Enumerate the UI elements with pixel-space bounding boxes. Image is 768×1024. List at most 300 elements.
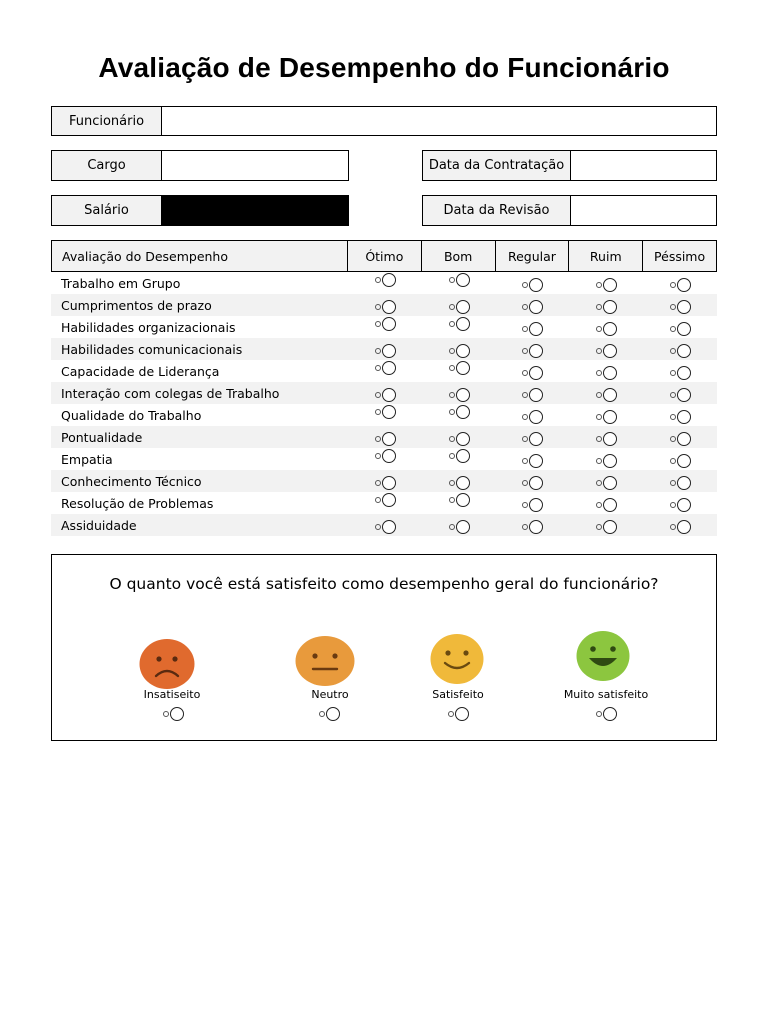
rating-radio-bom[interactable] [449,317,470,331]
radio-ring-icon [529,476,543,490]
radio-dot-icon [522,502,528,508]
rating-radio-otimo[interactable] [375,300,396,314]
rating-cell-bom [423,272,497,294]
rating-radio-pessimo[interactable] [670,454,691,468]
rating-radio-bom[interactable] [449,388,470,402]
radio-ring-icon [529,498,543,512]
sad-face-icon [139,638,195,690]
radio-ring-icon [677,432,691,446]
radio-dot-icon [449,392,455,398]
radio-dot-icon [375,436,381,442]
criterion-label: Pontualidade [61,429,143,445]
radio-ring-icon [529,366,543,380]
radio-dot-icon [449,480,455,486]
radio-dot-icon [596,370,602,376]
rating-cell-regular [496,382,570,404]
radio-dot-icon [522,348,528,354]
rating-cell-bom [423,294,497,316]
rating-cell-pessimo [643,426,717,448]
rating-cell-bom [423,448,497,470]
rating-radio-bom[interactable] [449,405,470,419]
rating-radio-ruim[interactable] [596,432,617,446]
radio-dot-icon [522,414,528,420]
radio-dot-icon [670,502,676,508]
criterion-label: Assiduidade [61,517,137,533]
rating-cell-otimo [349,448,423,470]
salary-input-redacted[interactable] [162,196,348,225]
radio-dot-icon [522,436,528,442]
rating-cell-pessimo [643,448,717,470]
satisfaction-label-insatisfeito: Insatiseito [143,688,201,701]
radio-dot-icon [522,392,528,398]
radio-ring-icon [456,493,470,507]
radio-dot-icon [522,458,528,464]
criterion-label: Trabalho em Grupo [61,275,181,291]
hire-date-label: Data da Contratação [423,151,571,180]
radio-dot-icon [670,392,676,398]
radio-ring-icon [677,454,691,468]
criterion-label: Habilidades comunicacionais [61,341,243,357]
rating-cell-pessimo [643,492,717,514]
rating-radio-pessimo[interactable] [670,432,691,446]
rating-radio-bom[interactable] [449,476,470,490]
radio-ring-icon [456,388,470,402]
rating-radio-ruim[interactable] [596,300,617,314]
radio-dot-icon [596,326,602,332]
criterion-label: Interação com colegas de Trabalho [61,385,280,401]
satisfaction-radio-insatisfeito[interactable] [163,707,184,721]
radio-ring-icon [603,454,617,468]
radio-ring-icon [529,300,543,314]
rating-cell-pessimo [643,338,717,360]
radio-dot-icon [375,321,381,327]
rating-radio-otimo[interactable] [375,493,396,507]
big-smile-face-icon [576,630,630,682]
radio-ring-icon [677,498,691,512]
radio-ring-icon [603,322,617,336]
rating-cell-otimo [349,382,423,404]
satisfaction-radio-muito-satisfeito[interactable] [596,707,617,721]
position-label: Cargo [52,151,162,180]
rating-cell-regular [496,492,570,514]
rating-radio-otimo[interactable] [375,344,396,358]
radio-ring-icon [382,361,396,375]
rating-cell-otimo [349,360,423,382]
rating-radio-bom[interactable] [449,493,470,507]
rating-radio-ruim[interactable] [596,278,617,292]
radio-ring-icon [677,344,691,358]
satisfaction-radio-satisfeito[interactable] [448,707,469,721]
radio-dot-icon [449,348,455,354]
radio-ring-icon [529,520,543,534]
rating-radio-bom[interactable] [449,432,470,446]
rating-cell-bom [423,338,497,360]
rating-cell-ruim [570,470,644,492]
rating-radio-ruim[interactable] [596,344,617,358]
radio-ring-icon [456,449,470,463]
radio-ring-icon [382,344,396,358]
rating-cell-otimo [349,338,423,360]
criterion-label: Empatia [61,451,113,467]
table-row [51,514,717,536]
rating-radio-regular[interactable] [522,520,543,534]
rating-radio-otimo[interactable] [375,520,396,534]
rating-radio-pessimo[interactable] [670,476,691,490]
rating-cell-otimo [349,426,423,448]
rating-radio-otimo[interactable] [375,449,396,463]
satisfaction-section [51,554,717,741]
radio-dot-icon [596,304,602,310]
rating-header-ruim: Ruim [568,241,642,271]
radio-dot-icon [670,282,676,288]
radio-dot-icon [596,458,602,464]
rating-radio-pessimo[interactable] [670,410,691,424]
rating-radio-regular[interactable] [522,432,543,446]
rating-header-regular: Regular [495,241,569,271]
radio-ring-icon [603,278,617,292]
radio-dot-icon [449,497,455,503]
radio-ring-icon [529,454,543,468]
rating-radio-pessimo[interactable] [670,322,691,336]
radio-dot-icon [375,348,381,354]
radio-ring-icon [382,405,396,419]
radio-dot-icon [449,321,455,327]
radio-ring-icon [382,476,396,490]
radio-dot-icon [375,365,381,371]
radio-ring-icon [603,300,617,314]
rating-radio-ruim[interactable] [596,322,617,336]
criterion-label: Habilidades organizacionais [61,319,236,335]
salary-label: Salário [52,196,162,225]
rating-radio-ruim[interactable] [596,520,617,534]
rating-cell-bom [423,316,497,338]
radio-ring-icon [456,520,470,534]
rating-cell-otimo [349,272,423,294]
radio-ring-icon [529,432,543,446]
rating-cell-ruim [570,272,644,294]
radio-dot-icon [670,348,676,354]
rating-radio-pessimo[interactable] [670,366,691,380]
radio-dot-icon [670,326,676,332]
radio-dot-icon [670,370,676,376]
employee-input[interactable] [162,107,716,135]
radio-ring-icon [456,476,470,490]
radio-dot-icon [375,304,381,310]
rating-cell-ruim [570,404,644,426]
rating-cell-pessimo [643,514,717,536]
radio-ring-icon [677,322,691,336]
radio-dot-icon [596,348,602,354]
rating-radio-otimo[interactable] [375,388,396,402]
rating-cell-pessimo [643,360,717,382]
table-row [51,294,717,316]
rating-radio-ruim[interactable] [596,454,617,468]
rating-radio-ruim[interactable] [596,498,617,512]
radio-ring-icon [603,476,617,490]
salary-field-row [51,195,349,226]
radio-ring-icon [677,520,691,534]
rating-cell-ruim [570,426,644,448]
evaluation-table [51,240,717,536]
satisfaction-question: O quanto você está satisfeito como desempenho geral do funcionário? [109,575,659,593]
radio-ring-icon [603,344,617,358]
radio-ring-icon [603,498,617,512]
employee-label: Funcionário [52,107,162,135]
rating-cell-pessimo [643,294,717,316]
radio-ring-icon [677,476,691,490]
table-row [51,272,717,294]
radio-ring-icon [677,300,691,314]
radio-ring-icon [382,449,396,463]
radio-ring-icon [382,317,396,331]
radio-dot-icon [449,436,455,442]
radio-dot-icon [375,409,381,415]
criterion-label: Qualidade do Trabalho [61,407,202,423]
rating-radio-pessimo[interactable] [670,278,691,292]
table-row [51,470,717,492]
radio-dot-icon [522,304,528,310]
rating-radio-otimo[interactable] [375,405,396,419]
table-row [51,426,717,448]
radio-dot-icon [670,304,676,310]
radio-dot-icon [375,453,381,459]
rating-cell-bom [423,404,497,426]
rating-cell-otimo [349,470,423,492]
satisfaction-label-neutro: Neutro [311,688,349,701]
radio-dot-icon [449,524,455,530]
satisfaction-label-muito-satisfeito: Muito satisfeito [563,688,649,701]
rating-radio-otimo[interactable] [375,361,396,375]
rating-radio-regular[interactable] [522,322,543,336]
radio-ring-icon [456,432,470,446]
rating-cell-pessimo [643,382,717,404]
criterion-label: Capacidade de Liderança [61,363,220,379]
rating-cell-otimo [349,404,423,426]
satisfaction-label-satisfeito: Satisfeito [432,688,484,701]
satisfaction-radio-neutro[interactable] [319,707,340,721]
rating-cell-ruim [570,492,644,514]
rating-radio-ruim[interactable] [596,476,617,490]
rating-header-otimo: Ótimo [347,241,421,271]
rating-radio-pessimo[interactable] [670,300,691,314]
rating-radio-regular[interactable] [522,388,543,402]
rating-radio-pessimo[interactable] [670,498,691,512]
rating-radio-regular[interactable] [522,366,543,380]
radio-dot-icon [596,392,602,398]
rating-cell-regular [496,338,570,360]
rating-header-bom: Bom [421,241,495,271]
radio-ring-icon [677,278,691,292]
rating-radio-otimo[interactable] [375,476,396,490]
page-title: Avaliação de Desempenho do Funcionário [98,52,670,83]
rating-cell-regular [496,470,570,492]
rating-cell-pessimo [643,272,717,294]
table-row [51,492,717,514]
rating-radio-pessimo[interactable] [670,520,691,534]
rating-radio-regular[interactable] [522,454,543,468]
rating-radio-bom[interactable] [449,449,470,463]
rating-cell-regular [496,404,570,426]
criterion-label: Conhecimento Técnico [61,473,202,489]
radio-dot-icon [670,414,676,420]
rating-radio-bom[interactable] [449,273,470,287]
rating-cell-regular [496,272,570,294]
radio-ring-icon [529,344,543,358]
table-row [51,360,717,382]
rating-cell-ruim [570,360,644,382]
table-row [51,338,717,360]
radio-dot-icon [596,480,602,486]
radio-ring-icon [382,273,396,287]
radio-dot-icon [670,480,676,486]
radio-ring-icon [529,410,543,424]
rating-cell-pessimo [643,316,717,338]
radio-ring-icon [529,278,543,292]
radio-dot-icon [375,277,381,283]
radio-dot-icon [449,453,455,459]
rating-cell-bom [423,360,497,382]
radio-ring-icon [529,388,543,402]
rating-cell-pessimo [643,404,717,426]
radio-dot-icon [670,436,676,442]
rating-cell-ruim [570,294,644,316]
rating-radio-regular[interactable] [522,410,543,424]
radio-dot-icon [670,524,676,530]
radio-dot-icon [522,370,528,376]
neutral-face-icon [295,635,355,687]
radio-dot-icon [522,524,528,530]
radio-ring-icon [603,432,617,446]
table-row [51,448,717,470]
rating-radio-bom[interactable] [449,520,470,534]
rating-radio-ruim[interactable] [596,410,617,424]
rating-cell-bom [423,382,497,404]
radio-dot-icon [596,502,602,508]
radio-ring-icon [603,520,617,534]
review-date-field-row [422,195,717,226]
rating-cell-bom [423,470,497,492]
position-field-row [51,150,349,181]
rating-radio-regular[interactable] [522,476,543,490]
smile-face-icon [430,633,484,685]
evaluation-table-header [51,240,717,272]
radio-dot-icon [596,414,602,420]
rating-cell-ruim [570,514,644,536]
rating-radio-pessimo[interactable] [670,344,691,358]
rating-radio-pessimo[interactable] [670,388,691,402]
evaluation-header-label: Avaliação do Desempenho [62,248,229,264]
rating-cell-regular [496,448,570,470]
radio-ring-icon [603,388,617,402]
rating-radio-regular[interactable] [522,498,543,512]
rating-cell-bom [423,514,497,536]
review-date-label: Data da Revisão [423,196,571,225]
employee-field-row [51,106,717,136]
radio-dot-icon [670,458,676,464]
position-input[interactable] [162,151,348,180]
table-row [51,404,717,426]
rating-radio-otimo[interactable] [375,317,396,331]
radio-dot-icon [596,436,602,442]
rating-header-pessimo: Péssimo [642,241,716,271]
radio-dot-icon [449,365,455,371]
rating-cell-ruim [570,448,644,470]
radio-dot-icon [522,480,528,486]
radio-dot-icon [596,282,602,288]
rating-cell-ruim [570,382,644,404]
radio-ring-icon [677,366,691,380]
radio-dot-icon [449,409,455,415]
rating-cell-otimo [349,294,423,316]
rating-cell-otimo [349,514,423,536]
radio-ring-icon [382,493,396,507]
radio-ring-icon [456,361,470,375]
rating-radio-bom[interactable] [449,344,470,358]
rating-cell-pessimo [643,470,717,492]
rating-cell-regular [496,514,570,536]
rating-cell-ruim [570,316,644,338]
table-row [51,316,717,338]
criterion-label: Cumprimentos de prazo [61,297,212,313]
rating-radio-regular[interactable] [522,300,543,314]
rating-cell-regular [496,294,570,316]
rating-radio-otimo[interactable] [375,273,396,287]
radio-ring-icon [603,410,617,424]
hire-date-field-row [422,150,717,181]
radio-ring-icon [382,388,396,402]
radio-dot-icon [375,524,381,530]
rating-cell-ruim [570,338,644,360]
radio-dot-icon [375,497,381,503]
rating-cell-regular [496,426,570,448]
radio-ring-icon [456,405,470,419]
hire-date-input[interactable] [571,151,716,180]
rating-cell-regular [496,360,570,382]
rating-radio-bom[interactable] [449,300,470,314]
rating-cell-regular [496,316,570,338]
rating-radio-regular[interactable] [522,278,543,292]
radio-dot-icon [449,304,455,310]
radio-ring-icon [456,273,470,287]
radio-ring-icon [456,317,470,331]
radio-ring-icon [677,410,691,424]
criterion-label: Resolução de Problemas [61,495,214,511]
radio-ring-icon [603,366,617,380]
rating-radio-ruim[interactable] [596,366,617,380]
rating-cell-otimo [349,316,423,338]
radio-dot-icon [375,392,381,398]
radio-dot-icon [375,480,381,486]
review-date-input[interactable] [571,196,716,225]
rating-radio-otimo[interactable] [375,432,396,446]
radio-ring-icon [677,388,691,402]
rating-radio-bom[interactable] [449,361,470,375]
radio-ring-icon [529,322,543,336]
radio-dot-icon [522,282,528,288]
rating-cell-bom [423,492,497,514]
radio-dot-icon [449,277,455,283]
radio-ring-icon [382,432,396,446]
rating-cell-bom [423,426,497,448]
evaluation-rows [51,272,717,536]
rating-radio-ruim[interactable] [596,388,617,402]
radio-ring-icon [382,300,396,314]
radio-ring-icon [456,344,470,358]
rating-cell-otimo [349,492,423,514]
rating-radio-regular[interactable] [522,344,543,358]
radio-ring-icon [456,300,470,314]
table-row [51,382,717,404]
